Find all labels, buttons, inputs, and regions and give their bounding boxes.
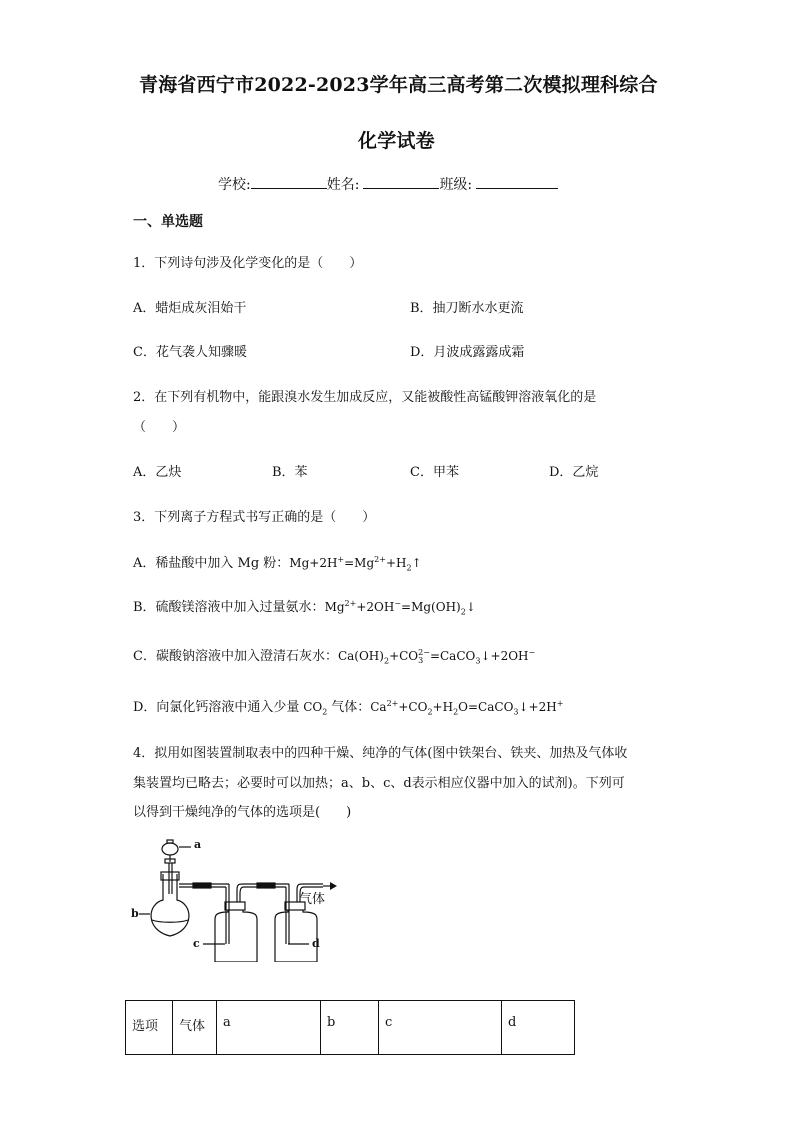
q3-option-a-equation: $Mg+2H^+=Mg^{2+}+H_2↑$ <box>289 555 422 573</box>
q2-option-d: D．乙烷 <box>549 465 599 480</box>
page-title-line1: 青海省西宁市2022-2023学年高三高考第二次模拟理科综合 <box>139 74 658 96</box>
q2-stem: 2．在下列有机物中，能跟溴水发生加成反应，又能被酸性高锰酸钾溶液氧化的是 <box>133 390 597 405</box>
class-blank[interactable] <box>476 174 558 189</box>
q3-option-b-equation: $Mg^{2+}+2OH^-=Mg(OH)_2↓$ <box>324 599 476 617</box>
q2-stem-cont: （ ） <box>133 420 186 435</box>
q3-option-d <box>133 696 563 715</box>
q3-option-c-equation: $Ca(OH)_2+CO$ 2− 3 =CaCO$_3$↓+2OH− <box>337 647 536 666</box>
table-header-cell: c <box>379 1001 502 1055</box>
gas-outlet-label: 气体 <box>299 892 326 907</box>
page-title-line2: 化学试卷 <box>358 130 435 152</box>
q3-option-a-text: A．稀盐酸中加入 Mg 粉： <box>133 556 290 571</box>
q3-stem: 3．下列离子方程式书写正确的是（ ） <box>133 510 376 525</box>
q2-option-b: B．苯 <box>272 465 308 480</box>
q1-option-c: C．花气袭人知骤暖 <box>133 345 247 360</box>
options-table <box>125 1000 575 1055</box>
q1-option-d: D．月波成露露成霜 <box>410 345 525 360</box>
q4-stem-line2: 集装置均已略去；必要时可以加热；a、b、c、d表示相应仪器中加入的试剂)。下列可 <box>133 776 625 791</box>
q3-option-b <box>133 596 476 615</box>
school-label: 学校: <box>218 177 251 193</box>
q3-option-d-co2: $CO_2$ <box>299 700 328 717</box>
q2-option-c: C．甲苯 <box>410 465 459 480</box>
q3-option-d-text2: 气体： <box>331 700 371 715</box>
table-header-cell: 气体 <box>173 1001 217 1055</box>
class-label: 班级: <box>439 177 473 193</box>
q3-option-a <box>133 552 422 571</box>
q1-option-a: A．蜡炬成灰泪始干 <box>133 301 247 316</box>
table-header-cell: a <box>217 1001 321 1055</box>
label-b: b <box>131 907 139 920</box>
table-header-cell: 选项 <box>126 1001 173 1055</box>
label-a: a <box>194 838 202 851</box>
school-blank[interactable] <box>251 174 327 189</box>
student-info-line <box>218 174 558 194</box>
table-row <box>126 1001 575 1055</box>
q3-option-c-text: C．碳酸钠溶液中加入澄清石灰水： <box>133 649 338 664</box>
name-label: 姓名: <box>326 177 360 193</box>
label-c: c <box>193 937 200 950</box>
q3-option-b-text: B．硫酸镁溶液中加入过量氨水： <box>133 600 325 615</box>
q4-stem-line1: 4．拟用如图装置制取表中的四种干燥、纯净的气体(图中铁架台、铁夹、加热及气体收 <box>133 746 628 761</box>
q1-stem: 1．下列诗句涉及化学变化的是（ ） <box>133 256 363 271</box>
q3-option-d-text: D．向氯化钙溶液中通入少量 <box>133 700 300 715</box>
q4-stem-line3: 以得到干燥纯净的气体的选项是( ) <box>133 805 352 820</box>
q2-option-a: A．乙炔 <box>133 465 182 480</box>
label-d: d <box>312 937 320 950</box>
section-heading: 一、单选题 <box>133 214 203 230</box>
q3-option-d-equation: $Ca^{2+}+CO_2+H_2O=CaCO_3↓+2H^+$ <box>370 699 564 717</box>
q1-option-b: B．抽刀断水水更流 <box>410 301 524 316</box>
q3-option-c <box>133 645 535 665</box>
table-header-cell: d <box>502 1001 575 1055</box>
table-header-cell: b <box>321 1001 379 1055</box>
name-blank[interactable] <box>363 174 439 189</box>
